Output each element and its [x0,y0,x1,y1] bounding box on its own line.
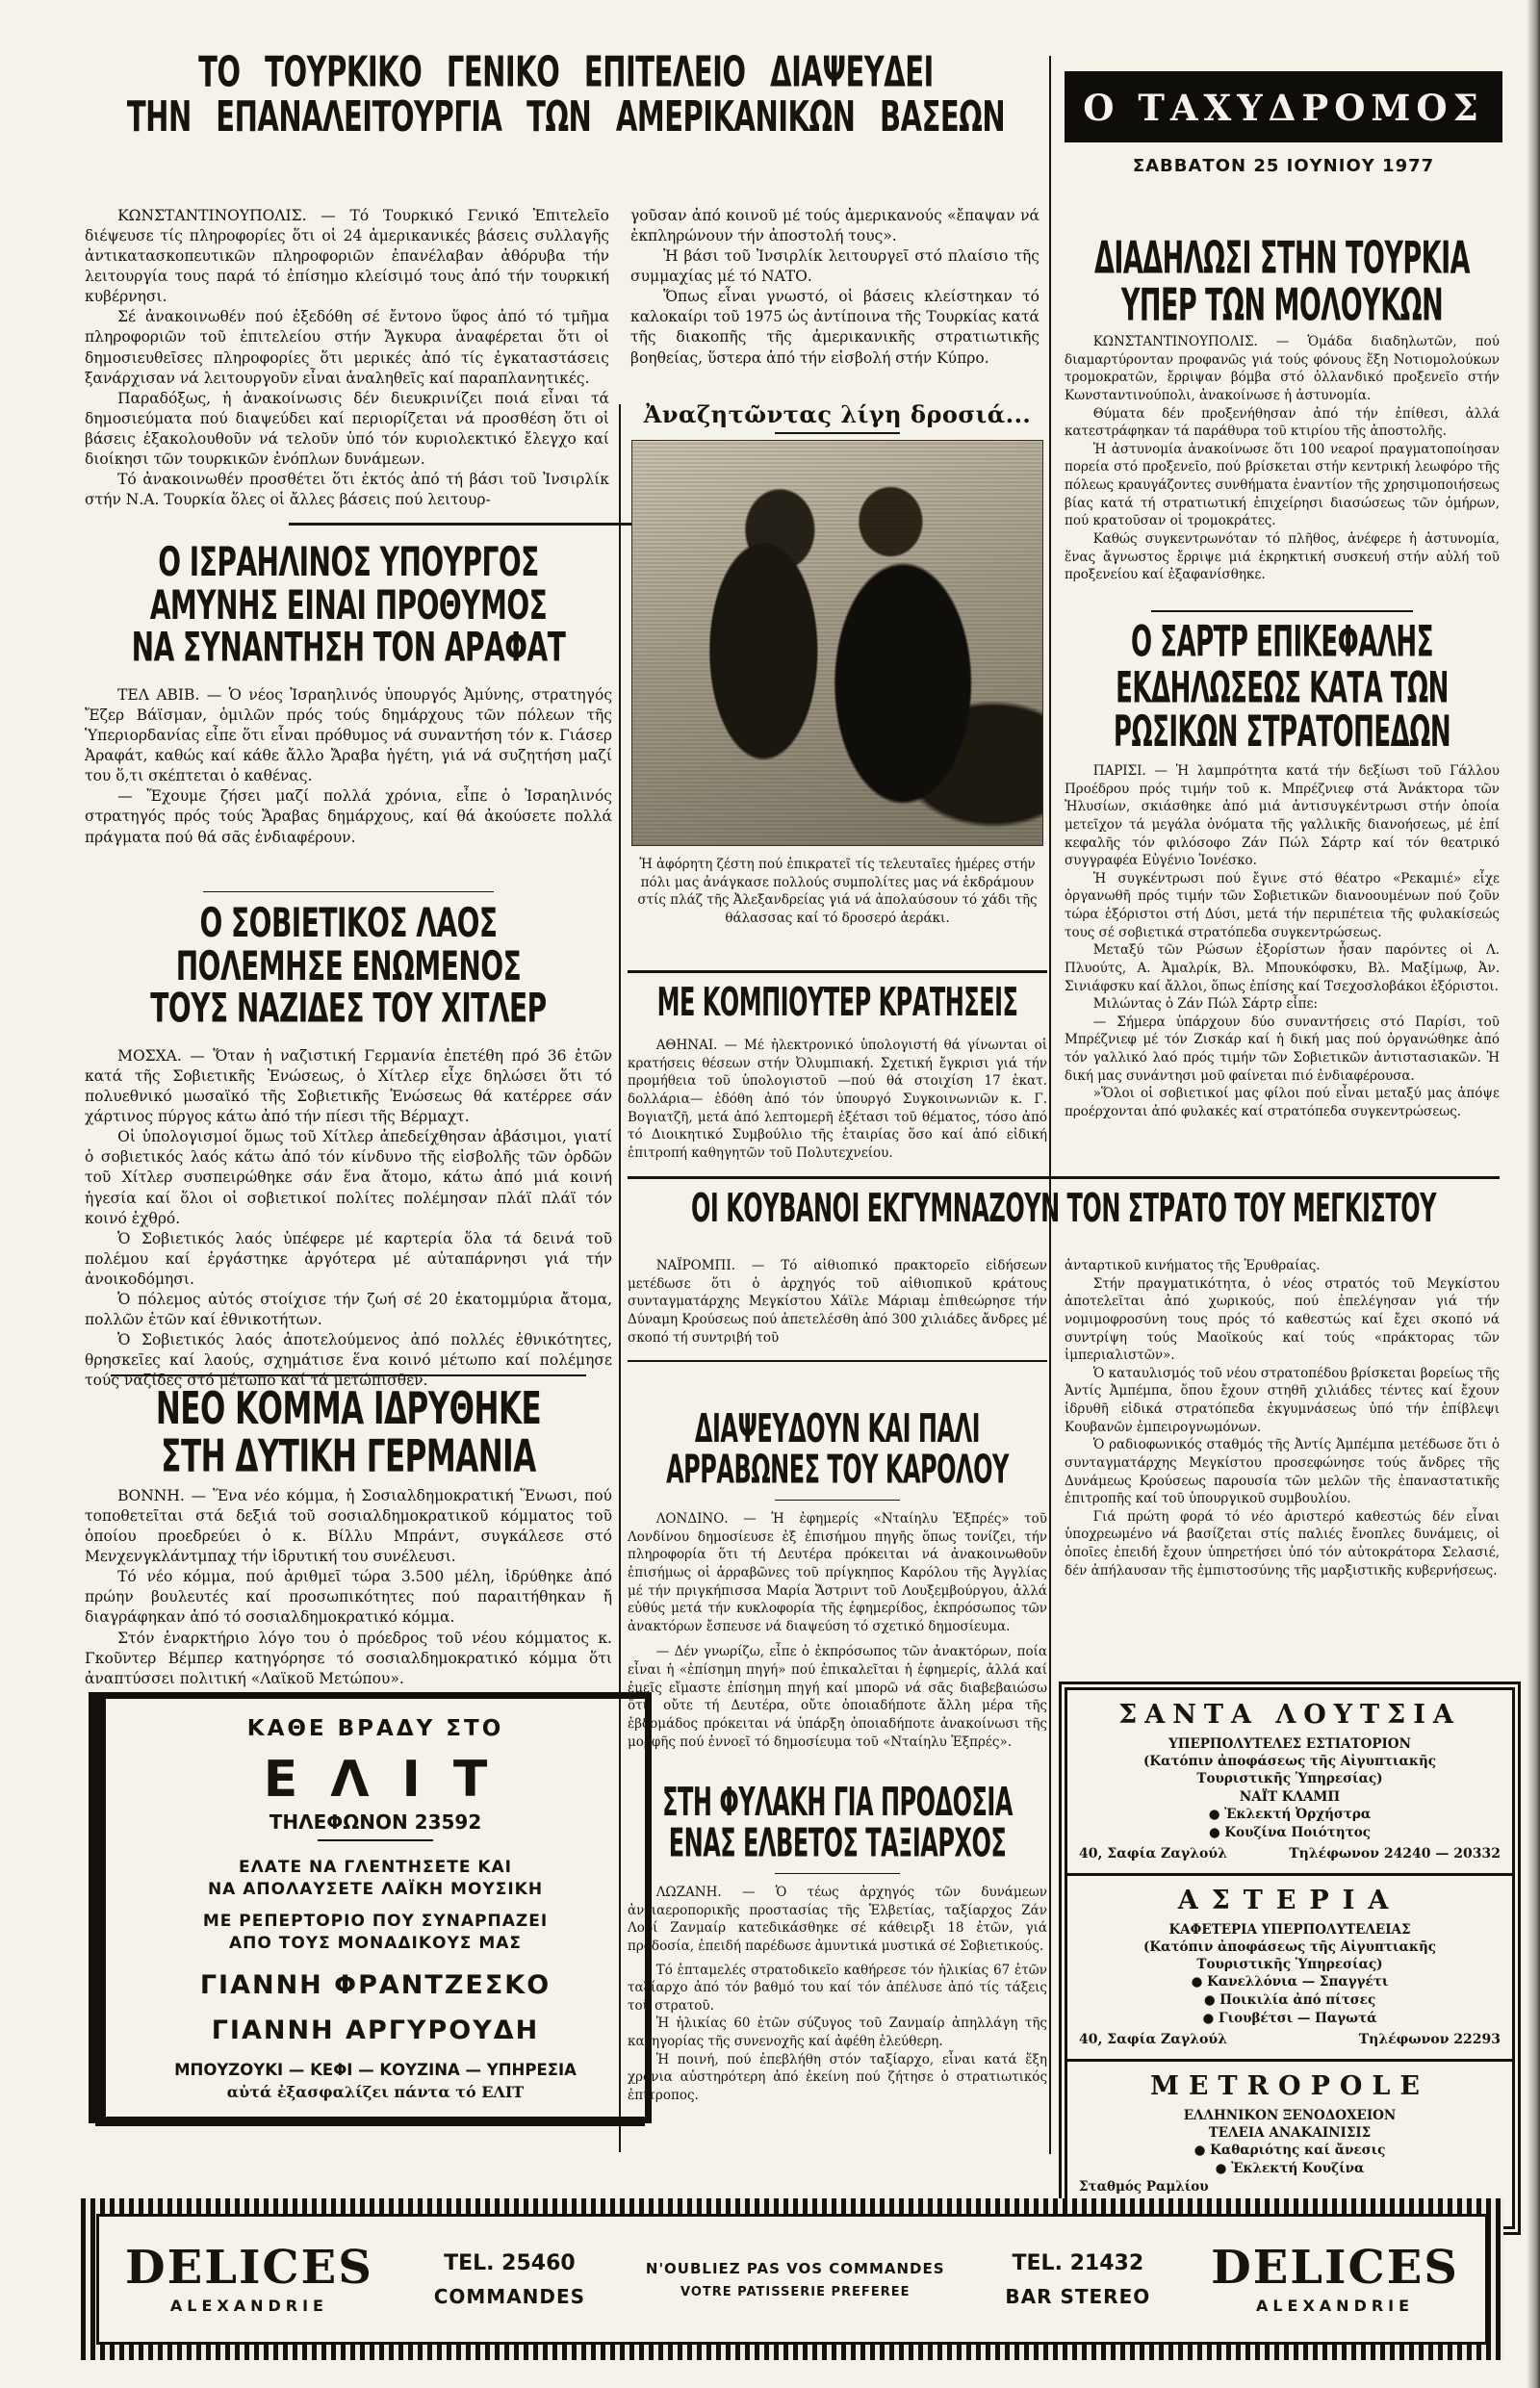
article-paragraph: Τό νέο κόμμα, πού ἀριθμεῖ τώρα 3.500 μέλη, ἱδρύθηκε ἀπό πρώην βουλευτές καί προσωπικότητες πού παραιτήθηκαν ἤ διαγράφηκαν ἀπό τό σοσιαλδημοκρατικό κόμμα. [85,1568,612,1627]
lead-paragraph: γοῦσαν ἀπό κοινοῦ μέ τούς ἀμερικανούς «ἔπαψαν νά ἐκπληρώνουν τήν ἀποστολή τους». [630,207,1040,245]
article-paragraph: ἀνταρτικοῦ κινήματος τῆς Ἐρυθραίας. [1065,1258,1321,1273]
ad-bullet: ● Καθαριότης καί ἄνεσις [1194,2143,1386,2159]
article-paragraph: — Σήμερα ὑπάρχουν δύο συναντήσεις στό Παρίσι, τοῦ Μπρέζνιεφ μέ τόν Ζισκάρ καί ἡ δική μας πού ὀργανώθηκε ἀπό τόν γαλλικό λαό πρός τιμήν τῶν Σοβιετικῶν ἀντιστασιακῶν. Ἡ δική μας συνάντησι μοῦ φαίνεται πιό ἐνδιαφέρουσα. [1065,1014,1500,1084]
article-paragraph: Ὁ Σοβιετικός λαός ἀποτελούμενος ἀπό πολλές ἐθνικότητες, θρησκεῖες καί λαούς, σχημάτισε ἕνα κοινό μέτωπο καί πολέμησε τούς ναζίδες στό μέτωπο καί τά μετώπισθεν. [85,1331,612,1390]
headline-line: ΝΕΟ ΚΟΜΜΑ ΙΔΡΥΘΗΚΕ [155,1383,542,1435]
elit-line: ΑΠΟ ΤΟΥΣ ΜΟΝΑΔΙΚΟΥΣ ΜΑΣ [228,1933,523,1953]
lead-article-col2 [630,206,1040,369]
article-cubans-headline [628,1176,1500,1239]
article-paragraph: »Ὅλοι οἱ σοβιετικοί μας φίλοι πού εἶναι μεταξύ μας ἀπόψε προέρχονται ἀπό φυλακές καί στρατόπεδα συγκεντρώσεως. [1065,1086,1500,1119]
lead-paragraph: Ὅπως εἶναι γνωστό, οἱ βάσεις κλείστηκαν τό καλοκαίρι τοῦ 1975 ὡς ἀντίποινα τῆς Τουρκίας κατά τῆς διακοπῆς τῆς ἀμερικανικῆς στρατιωτικῆς βοηθείας, ὕστερα ἀπό τήν εἰσβολή στήν Κύπρο. [630,288,1040,367]
lead-paragraph: Ἡ βάσι τοῦ Ἰνσιρλίκ λειτουργεῖ στό πλαίσιο τῆς συμμαχίας μέ τό ΝΑΤΟ. [630,247,1040,286]
banner-center-slogan [646,2260,945,2299]
article-paragraph: Τό ἑπταμελές στρατοδικεῖο καθήρεσε τόν ἡλικίας 67 ἐτῶν ταξίαρχο ἀπό τόν βαθμό του καί τόν ἀπέλυσε ἀπό τίς τάξεις τοῦ στρατοῦ. [628,1962,1047,2014]
article-paragraph: Ὁ καταυλισμός τοῦ νέου στρατοπέδου βρίσκεται βορείως τῆς Ἀντίς Ἀμπέμπα, ὅπου ἔχουν στηθῆ χιλιάδες τέντες καί ἔχουν ἱδρυθῆ εἰδικά στρατόπεδα ἐκγυμνάσεως ὑπό τήν ἐπίβλεψι Κουβανῶν ἐμπειρογνωμόνων. [1065,1365,1500,1435]
headline-line: ΡΩΣΙΚΩΝ ΣΤΡΑΤΟΠΕΔΩΝ [1113,708,1451,758]
headline-line: ΔΙΑΔΗΛΩΣΙ ΣΤΗΝ ΤΟΥΡΚΙΑ [1093,233,1471,285]
ad-bullet: ● Κουζίνα Ποιότητος [1208,1824,1372,1840]
headline-line: ΝΑ ΣΥΝΑΝΤΗΣΗ ΤΟΝ ΑΡΑΦΑΤ [131,624,566,672]
ad-phone: Τηλέφωνον 22293 [1358,2031,1501,2047]
headline-line: ΜΕ ΚΟΜΠΙΟΥΤΕΡ ΚΡΑΤΗΣΕΙΣ [656,979,1018,1026]
article-paragraph: ΛΩΖΑΝΗ. — Ὁ τέως ἀρχηγός τῶν δυνάμεων ἀντιαεροπορικῆς προστασίας τῆς Ἑλβετίας, ταξίαρχος Ζάν Λουί Ζανμαίρ κατεδικάσθηκε σέ κάθειρξι 18 ἐτῶν, γιά προδοσία, ἐπειδή παρέδωσε ἀμυντικά μυστικά σέ Σοβιετικούς. [628,1885,1047,1954]
article-paragraph: Μεταξύ τῶν Ρώσων ἐξορίστων ἦσαν παρόντες οἱ Λ. Πλυούτς, Α. Ἀμαλρίκ, Βλ. Μπουκόφσκυ, Βλ. Μαξίμωφ, Ἀν. Σινιάφσκυ καί ἄλλοι, ὅπως ἐπίσης καί Τσεχοσλοβάκοι ἐξόριστοι. [1065,942,1500,994]
headline-line: ΥΠΕΡ ΤΩΝ ΜΟΛΟΥΚΩΝ [1120,280,1444,331]
lead-headline-line2: ΤΗΝ ΕΠΑΝΑΛΕΙΤΟΥΡΓΙΑ ΤΩΝ ΑΜΕΡΙΚΑΝΙΚΩΝ ΒΑΣΕΩΝ [126,91,1006,141]
masthead-title: Ο ΤΑΧΥΔΡΟΜΟΣ [1065,71,1502,142]
article-paragraph: Γιά πρώτη φορά τό νέο ἀριστερό καθεστώς δέν εἶναι ὑποχρεωμένο νά βασίζεται στίς παλιές ἔνοπλες δυνάμεις, οἱ ὁποῖες ἐπειδή ἔχουν ὑπηρετήσει ὑπό τόν αὐτοκράτορα Σελασιέ, δέν ἀπήλαυσαν τῆς ἐμπιστοσύνης τῆς μαρξιστικῆς κυβερνήσεως. [1065,1508,1500,1579]
banner-tel-commandes [434,2251,585,2308]
headline-line: ΔΙΑΨΕΥΔΟΥΝ ΚΑΙ ΠΑΛΙ [694,1405,981,1452]
masthead-date: ΣΑΒΒΑΤΟΝ 25 ΙΟΥΝΙΟΥ 1977 [1132,156,1435,176]
elit-line: ΕΛΑΤΕ ΝΑ ΓΛΕΝΤΗΣΕΤΕ ΚΑΙ [238,1858,513,1877]
scan-edge [1527,0,1540,2388]
article-paragraph: Ἡ ποινή, πού ἐπεβλήθη στόν ταξίαρχο, εἶναι κατά ἕξη χρόνια αὐστηρότερη ἀπό ἐκείνη πού ζήτησε ὁ στρατιωτικός ἐπίτροπος. [628,2051,1047,2103]
slogan-line: VOTRE PATISSERIE PREFEREE [680,2284,911,2299]
photo-title [628,400,1047,434]
banner-tel-bar [1005,2251,1150,2308]
lead-paragraph: Παραδόξως, ἡ ἀνακοίνωσις δέν διευκρινίζει ποιά εἶναι τά δημοσιεύματα πού διαψεύδει καί περιορίζεται νά προσθέση ὅτι οἱ βάσεις ἐξακολουθοῦν νά τελοῦν ὑπό τόν κυριολεκτικό ἔλεγχο καί διοίκησι τῶν τουρκικῶν ἐνόπλων δυνάμεων. [85,389,609,468]
ad-bullet: ● Γιουβέτσι — Παγωτά [1202,2011,1377,2027]
article-cubans-right [1065,1257,1500,1579]
elit-artist: ΓΙΑΝΝΗ ΑΡΓΥΡΟΥΔΗ [211,2015,540,2045]
article-paragraph: — Δέν γνωρίζω, εἶπε ὁ ἐκπρόσωπος τῶν ἀνακτόρων, ποία εἶναι ἡ «ἐπίσημη πηγή» πού ἐπικαλεῖται ἡ ἐφημερίς, ἀλλά καί ἐμεῖς εἴμαστε ἐπίσημη πηγή καί μπορῶ νά σᾶς διαβεβαιώσω ὅτι· οὔτε τή Δευτέρα, οὔτε ὁποιαδήποτε ἄλλη μέρα τῆς ἑβδομάδος πρόκειται νά ὑπάρξη ὁποιαδήποτε ἀνακοίνωσι τῆς μορφῆς πού ἐννοεῖ τό δημοσίευμα τοῦ «Νταίηλυ Ἐξπρές». [628,1644,1047,1750]
headline-line: ΤΟΥΣ ΝΑΖΙΔΕΣ ΤΟΥ ΧΙΤΛΕΡ [150,985,547,1033]
beach-photo-halftone [631,440,1043,846]
headline-line: Ο ΣΟΒΙΕΤΙΚΟΣ ΛΑΟΣ [199,899,498,947]
article-paragraph: Μιλώντας ὁ Ζάν Πώλ Σάρτρ εἶπε: [1092,996,1319,1013]
headline-line: ΟΙ ΚΟΥΒΑΝΟΙ ΕΚΓΥΜΝΑΖΟΥΝ ΤΟΝ ΣΤΡΑΤΟ ΤΟΥ ΜΕΓΚΙΣΤΟΥ [691,1185,1436,1232]
ad-line: Τουριστικῆς Ὑπηρεσίας) [1196,1957,1383,1973]
ad-line: (Κατόπιν ἀποφάσεως τῆς Αἰγυπτιακῆς [1142,1754,1437,1770]
masthead [1065,71,1502,176]
ad-bullet: ● Ἐκλεκτή Ὀρχήστρα [1208,1806,1372,1822]
headline-line: ΣΤΗ ΔΥΤΙΚΗ ΓΕΡΜΑΝΙΑ [161,1430,536,1483]
elit-name: ΕΛΙΤ [263,1751,521,1809]
lead-paragraph: ΚΩΝΣΤΑΝΤΙΝΟΥΠΟΛΙΣ. — Τό Τουρκικό Γενικό Ἐπιτελεῖο διέψευσε τίς πληροφορίες ὅτι οἱ 24 ἀμερικανικές βάσεις συλλαγῆς ἀντικατασκοπευτικῶν πληροφοριῶν ἐπανέλαβαν ἀθόρυβα τήν λειτουργία τους παρά τό ἐπίσημο κλείσιμό τους ἀπό τήν τουρκική κυβέρνησι. [85,207,609,306]
headline-line: ΠΟΛΕΜΗΣΕ ΕΝΩΜΕΝΟΣ [175,941,522,990]
ad-asteria [1067,1873,1512,2059]
phone-label: BAR STEREO [1005,2284,1151,2308]
ad-bullet: ● Κανελλόνια — Σπαγγέτι [1191,1974,1389,1990]
slogan-line: N'OUBLIEZ PAS VOS COMMANDES [645,2259,945,2277]
column-divider-right [1049,56,1051,2154]
ad-address: 40, Σαφία Ζαγλούλ [1079,2031,1227,2047]
ad-elit-nightclub [89,1692,652,2123]
article-paragraph: Ὁ Σοβιετικός λαός ὑπέφερε μέ καρτερία ὅλα τά δεινά τοῦ πολέμου καί ἐργάστηκε ἀργότερα μέ αὐταπάρνησι γιά τήν ἀνοικοδόμησι. [85,1229,612,1288]
delices-city: ALEXANDRIE [169,2296,328,2315]
article-paragraph: ΝΑΪΡΟΜΠΙ. — Τό αἰθιοπικό πρακτορεῖο εἰδήσεων μετέδωσε ὅτι ὁ ἀρχηγός τοῦ αἰθιοπικοῦ κράτους συνταγματάρχης Μεγκίστου Χάϊλε Μάριαμ ἐπιθεώρησε τήν Δύναμη Κρούσεως πού ἀπετελέσθη ἀπό 300 χιλιάδες ἄνδρες μέ σκοπό τή συντριβή τοῦ [628,1258,1047,1346]
photo-caption: Ἡ ἀφόρητη ζέστη πού ἐπικρατεῖ τίς τελευταῖες ἡμέρες στήν πόλι μας ἀνάγκασε πολλούς συμπολίτες μας νά ἐκδράμουν στίς πλάζ τῆς Ἀλεξανδρείας γιά νά ἀπολαύσουν τό χάδι τῆς θάλασσας καί τό δροσερό ἀεράκι. [637,857,1038,926]
ads-restaurants-box [1059,1682,1521,2235]
headline-line: ΑΡΡΑΒΩΝΕΣ ΤΟΥ ΚΑΡΟΛΟΥ [666,1447,1009,1494]
lead-paragraph: Τό ἀνακοινωθέν προσθέτει ὅτι ἐκτός ἀπό τή βάσι τοῦ Ἰνσιρλίκ στήν Ν.Α. Τουρκία ὅλες οἱ ἄλλες βάσεις πού λειτουρ- [85,471,609,509]
elit-services: ΜΠΟΥΖΟΥΚΙ — ΚΕΦΙ — ΚΟΥΖΙΝΑ — ΥΠΗΡΕΣΙΑ [174,2060,577,2079]
article-paragraph: ΒΟΝΝΗ. — Ἕνα νέο κόμμα, ἡ Σοσιαλδημοκρατική Ἕνωσι, πού τοποθετεῖται στά δεξιά τοῦ σοσιαλδημοκρατικοῦ κόμματος τοῦ ὁποίου προεδρεύει ὁ κ. Βίλλυ Μπράντ, συγκάλεσε στό Μενχενγκλάντμπαχ τήν ἱδρυτική του συνέλευσι. [85,1487,612,1566]
article-paragraph: ΛΟΝΔΙΝΟ. — Ἡ ἐφημερίς «Νταίηλυ Ἐξπρές» τοῦ Λονδίνου δημοσίευσε ἐξ ἐπισήμου πηγῆς ὅπως τονίζει, τήν πληροφορία ὅτι τή Δευτέρα πρόκειται νά ἀνακοινωθοῦν ἐπισήμως οἱ ἀρραβῶνες τοῦ πρίγκηπος Καρόλου τῆς Ἀγγλίας μέ τήν πριγκήπισσα Μαρία Ἄστριντ τοῦ Λουξεμβούργου, ἀλλά εὐθύς μετά τήν κυκλοφορία τῆς ἐφημερίδος, ἐκπρόσωπος τῶν ἀνακτόρων ἔσπευσε νά διαψεύση τό σχετικό δημοσίευμα. [628,1511,1047,1634]
article-moluccans-demo [1065,233,1500,584]
article-computer-bookings [628,970,1047,1162]
ad-name: ΑΣΤΕΡΙΑ [1177,1885,1402,1915]
article-paragraph: ΚΩΝΣΤΑΝΤΙΝΟΥΠΟΛΙΣ. — Ὁμάδα διαδηλωτῶν, πού διαμαρτύρονταν προφανῶς γιά τούς φόνους ἕξη Νοτιομολούκων τρομοκρατῶν, ἔρριψαν βόμβα στό ὁλλανδικό προξενεῖο στήν Κωνσταντινούπολι, ἀνακοίνωσε ἡ ἀστυνομία. [1065,334,1500,403]
ad-line: ΤΕΛΕΙΑ ΑΝΑΚΑΙΝΙΣΙΣ [1208,2125,1372,2142]
elit-phone: ΤΗΛΕΦΩΝΟΝ 23592 [269,1810,482,1834]
elit-artist: ΓΙΑΝΝΗ ΦΡΑΝΤΖΕΣΚΟ [199,1969,552,2000]
photo-title-text: Ἀναζητῶντας λίγη δροσιά... [643,400,1032,428]
delices-left [125,2240,373,2315]
headline-line: ΕΚΔΗΛΩΣΕΩΣ ΚΑΤΑ ΤΩΝ [1116,663,1449,713]
phone-number: TEL. 21432 [1012,2250,1144,2275]
lead-headline [85,47,1047,175]
ad-line: ΥΠΕΡΠΟΛΥΤΕΛΕΣ ΕΣΤΙΑΤΟΡΙΟΝ [1168,1736,1411,1752]
headline-line: Ο ΙΣΡΑΗΛΙΝΟΣ ΥΠΟΥΡΓΟΣ [158,538,539,586]
delices-city: ALEXANDRIE [1255,2296,1415,2315]
ad-santa-lucia [1067,1690,1512,1873]
ad-line: Σταθμός Ραμλίου [1079,2179,1209,2195]
headline-line: ΕΝΑΣ ΕΛΒΕΤΟΣ ΤΑΞΙΑΡΧΟΣ [668,1820,1007,1867]
ad-phone: Τηλέφωνον 24240 — 20332 [1289,1845,1501,1862]
article-new-party [85,1374,612,1689]
lead-article-col1 [85,206,609,510]
ad-line: ΚΑΦΕΤΕΡΙΑ ΥΠΕΡΠΟΛΥΤΕΛΕΙΑΣ [1168,1921,1411,1938]
headline-line: ΑΜΥΝΗΣ ΕΙΝΑΙ ΠΡΟΘΥΜΟΣ [149,580,548,629]
lead-paragraph: Σέ ἀνακοινωθέν πού ἐξεδόθη σέ ἔντονο ὕφος ἀπό τό τμῆμα πληροφοριῶν τοῦ ἐπιτελείου στήν Ἄγκυρα ἀναφέρεται ὅτι οἱ δημοσιευθεῖσες πληροφορίες ὅτι μερικές ἀπό τίς ἐγκαταστάσεις ξανάρχισαν νά λειτουργοῦν εἶναι ἀναληθεῖς καί παραπλανητικές. [85,308,609,387]
phone-label: COMMANDES [433,2284,586,2308]
ad-name: METROPOLE [1150,2070,1429,2101]
article-paragraph: Στόν ἐναρκτήριο λόγο του ὁ πρόεδρος τοῦ νέου κόμματος κ. Γκοῦντερ Βέμπερ κατηγόρησε τό σοσιαλδημοκρατικό κόμμα ὅτι ἀναπτύσσει πολιτική «Λαϊκοῦ Μετώπου». [85,1629,612,1687]
delices-logo: DELICES [125,2240,373,2295]
article-paragraph: Ἡ συγκέντρωσι πού ἔγινε στό θέατρο «Ρεκαμιέ» εἶχε ὀργανωθῆ πρός τιμήν τῶν Σοβιετικῶν διανοουμένων πού ζοῦν τώρα ἐξόριστοι στή Δύσι, μετά τήν περιπέτεια τῆς φυλακίσεώς τους σέ σοβιετικά στρατόπεδα συγκεντρώσεως. [1065,870,1500,940]
divider [318,1839,433,1841]
article-paragraph: Ὁ πόλεμος αὐτός στοίχισε τήν ζωή σέ 20 ἑκατομμύρια ἄτομα, πολλῶν ἐτῶν καί ἐθνικοτήτων. [85,1290,612,1329]
elit-line: ΝΑ ΑΠΟΛΑΥΣΕΤΕ ΛΑΪΚΗ ΜΟΥΣΙΚΗ [207,1879,544,1899]
article-paragraph: Ἡ ἀστυνομία ἀνακοίνωσε ὅτι 100 νεαροί πραγματοποίησαν πορεία στό προξενεῖο, πού βρίσκεται στήν κεντρική λεωφόρο τῆς πόλεως κραυγάζοντες συνθήματα ἐναντίον τῆς χρησιμοποιήσεως βίας κατά τή στρατιωτική ἐπιχείρησι διασώσεως τῶν ὁμήρων, πού κρατοῦσαν οἱ τρομοκράτες. [1065,441,1500,529]
headline-line: ΣΤΗ ΦΥΛΑΚΗ ΓΙΑ ΠΡΟΔΟΣΙΑ [662,1779,1013,1826]
delices-logo: DELICES [1211,2240,1459,2295]
lead-headline-line1: ΤΟ ΤΟΥΡΚΙΚΟ ΓΕΝΙΚΟ ΕΠΙΤΕΛΕΙΟ ΔΙΑΨΕΥΔΕΙ [198,47,934,96]
article-paragraph: Καθώς συγκεντρωνόταν τό πλῆθος, ἀνέφερε ἡ ἀστυνομία, ἕνας ἄγνωστος ἔρριψε μιά ἐκρηκτική συσκευή στήν αὐλή τοῦ προξενείου καί ἐξαφανίσθηκε. [1065,530,1500,583]
elit-kicker: ΚΑΘΕ ΒΡΑΔΥ ΣΤΟ [246,1716,504,1741]
article-paragraph: Οἱ ὑπολογισμοί ὅμως τοῦ Χίτλερ ἀπεδείχθησαν ἀβάσιμοι, γιατί ὁ σοβιετικός λαός κάτω ἀπό τόν κίνδυνο τῆς εἰσβολῆς τῶν ὀρδῶν τοῦ Χίτλερ συσπειρώθηκε σάν ἕνα ἄτομο, κάτω ἀπό μιά κοινή ἡγεσία καί ὅλοι οἱ σοβιετικοί πολίτες πολέμησαν πλάϊ πλάϊ τόν κοινό ἐχθρό. [85,1128,612,1227]
article-paragraph: Στήν πραγματικότητα, ὁ νέος στρατός τοῦ Μεγκίστου ἀποτελεῖται ἀπό χωρικούς, πού ἐπελέγησαν γιά τήν νομιμοφροσύνη τους πρός τό καθεστώς καί ἔχει σκοπό νά συντρίψη τούς Μαοϊκούς καί τούς «πράκτορας τῶν ἰμπεριαλιστῶν». [1065,1275,1500,1364]
delices-right [1211,2240,1459,2315]
ad-line: ΝΑΪΤ ΚΛΑΜΠ [1239,1788,1341,1805]
ad-delices-banner [81,2198,1503,2360]
elit-line: ΜΕ ΡΕΠΕΡΤΟΡΙΟ ΠΟΥ ΣΥΝΑΡΠΑΖΕΙ [202,1911,549,1931]
article-sartre [1065,610,1500,1121]
article-paragraph: Θύματα δέν προξενήθησαν ἀπό τήν ἐπίθεσι, ἀλλά κατεστράφηκαν τά παράθυρα τοῦ κτιρίου τῆς ἀποστολῆς. [1065,405,1500,440]
article-swiss-brigadier [628,1779,1047,2105]
article-paragraph: — Ἔχουμε ζήσει μαζί πολλά χρόνια, εἶπε ὁ Ἰσραηλινός στρατηγός πρός τούς Ἄραβας δημάρχους, καί θά ἀκούσετε πολλά πράγματα πού θά σᾶς ἐνδιαφέρουν. [85,787,612,846]
article-paragraph: ΠΑΡΙΣΙ. — Ἡ λαμπρότητα κατά τήν δεξίωσι τοῦ Γάλλου Προέδρου πρός τιμήν τοῦ κ. Μπρέζνιεφ στά Ἀνάκτορα τῶν Ἠλυσίων, σκιάσθηκε ἀπό μιά ἀντισυγκέντρωσι στήν ὁποία μετεῖχον τά μεγάλα ὀνόματα τῆς γαλλικῆς διανοήσεως, μέ ἐπί κεφαλῆς τόν φιλόσοφο Ζάν Πώλ Σάρτρ καί τόν θεατρικό συγγραφέα Εὐγένιο Ἰονέσκο. [1065,763,1500,869]
elit-tagline: αὐτά ἐξασφαλίζει πάντα τό ΕΛΙΤ [226,2082,525,2101]
ad-bullet: ● Ἐκλεκτή Κουζίνα [1215,2161,1365,2177]
article-paragraph: ΤΕΛ ΑΒΙΒ. — Ὁ νέος Ἰσραηλινός ὑπουργός Ἀμύνης, στρατηγός Ἔζερ Βάϊσμαν, ὁμιλῶν πρός τούς δημάρχους τῶν πόλεων τῆς Ὑπεριορδανίας εἶπε ὅτι εἶναι πρόθυμος νά συναντήση τόν κ. Γιάσερ Ἀραφάτ, καθώς καί κάθε ἄλλο Ἄραβα ἡγέτη, γιά νά συζητήση μαζί του ὅ,τι σκέπτεται ὁ καθένας. [85,686,612,785]
article-charles-engagement [628,1405,1047,1751]
ad-address: 40, Σαφία Ζαγλούλ [1079,1845,1227,1862]
article-soviet-people [85,891,612,1391]
title-underline [775,432,900,434]
ad-line: (Κατόπιν ἀποφάσεως τῆς Αἰγυπτιακῆς [1142,1939,1437,1955]
ad-bullet: ● Ποικιλία ἀπό πίτσες [1203,1992,1376,2009]
article-cubans-left [628,1257,1047,1372]
photo-feature [628,400,1047,928]
phone-number: TEL. 25460 [444,2250,576,2275]
headline-line: Ο ΣΑΡΤΡ ΕΠΙΚΕΦΑΛΗΣ [1131,618,1433,668]
ad-line: ΕΛΛΗΝΙΚΟΝ ΞΕΝΟΔΟΧΕΙΟΝ [1183,2107,1397,2123]
article-paragraph: ΜΟΣΧΑ. — Ὅταν ἡ ναζιστική Γερμανία ἐπετέθη πρό 36 ἐτῶν κατά τῆς Σοβιετικῆς Ἑνώσεως, ὁ Χίτλερ εἶχε δηλώσει ὅτι τό πολυεθνικό μωσαϊκό τῆς Σοβιετικῆς Ἑνώσεως θά κατέρρεε σάν χάρτινος πύργος κάτω ἀπό τήν πίεσι τῆς Βέρμαχτ. [85,1047,612,1126]
article-israel-minister [85,538,612,848]
article-paragraph: Ὁ ραδιοφωνικός σταθμός τῆς Ἀντίς Ἀμπέμπα μετέδωσε ὅτι ὁ συνταγματάρχης Μεγκίστου προσεφώνησε τούς ἄνδρες τῆς Δυνάμεως Κρούσεως παρουσία τῶν μελῶν τῆς ἐπαναστατικῆς ἐπιτροπῆς καί τοῦ ὑπουργικοῦ συμβουλίου. [1065,1437,1500,1507]
article-paragraph: ΑΘΗΝΑΙ. — Μέ ἠλεκτρονικό ὑπολογιστή θά γίνωνται οἱ κρατήσεις θέσεων στήν Ὀλυμπιακή. Σχετική ἔγκρισι γιά τήν προμήθεια τοῦ ὑπολογιστοῦ —πού θά στοιχίση 17 ἑκατ. δολλάρια— ἐδόθη ἀπό τόν ὑπουργό Συγκοινωνιῶν κ. Γ. Βογιατζῆ, μετά ἀπό λεπτομερῆ ἐξέτασι τοῦ θέματος, τόσο ἀπό τό Διοικητικό Συμβούλιο τῆς ἑταιρίας ὅσο καί ἀπό εἰδική ἐπιτροπή καθηγητῶν τοῦ Πολυτεχνείου. [628,1038,1047,1161]
article-paragraph: Ἡ ἡλικίας 60 ἐτῶν σύζυγος τοῦ Ζανμαίρ ἀπηλλάγη τῆς κατηγορίας τῆς συνενοχῆς καί ἀφέθη ἐλεύθερη. [628,2016,1047,2049]
ad-name: ΣΑΝΤΑ ΛΟΥΤΣΙΑ [1118,1700,1461,1730]
ad-line: Τουριστικῆς Ὑπηρεσίας) [1196,1771,1383,1787]
